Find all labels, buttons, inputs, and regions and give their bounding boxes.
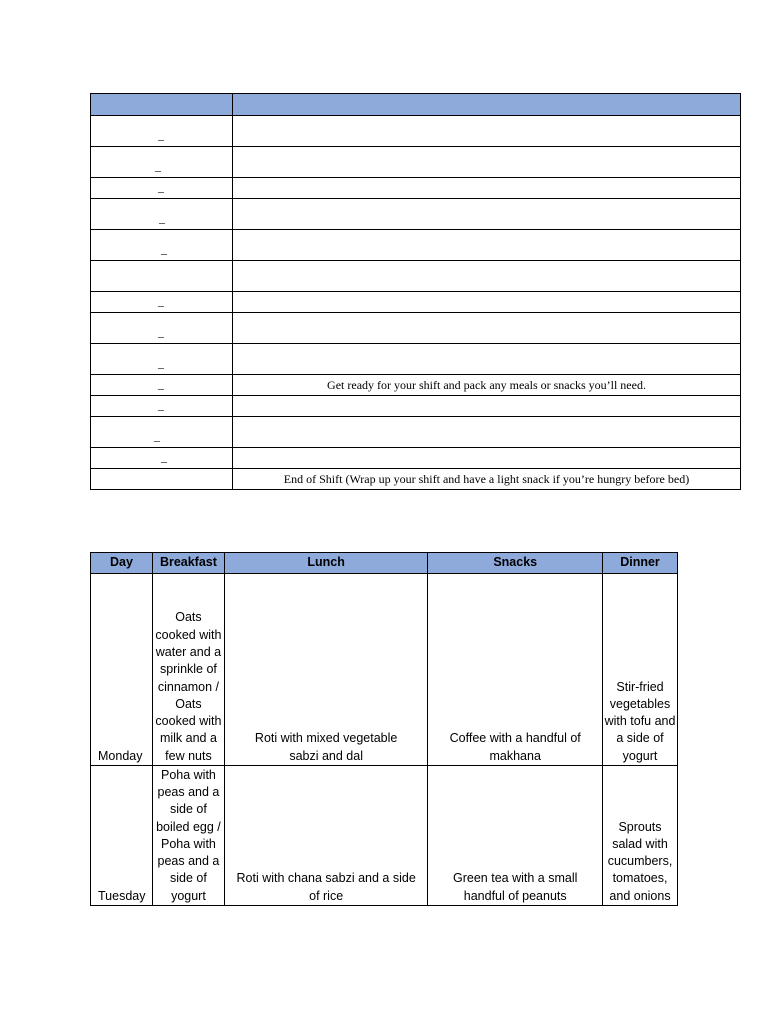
time-range: – (158, 298, 164, 312)
schedule-time-cell (91, 199, 233, 230)
schedule-row (91, 230, 741, 261)
schedule-time-cell (91, 116, 233, 147)
time-range: – (155, 163, 161, 177)
meal-row-monday (91, 574, 678, 766)
dinner-cell: Stir-fried vegetables with tofu and a side of yogurt (603, 574, 678, 766)
schedule-row (91, 313, 741, 344)
schedule-row (91, 469, 741, 490)
breakfast-cell: Oats cooked with water and a sprinkle of cinnamon / Oats cooked with milk and a few nuts (152, 574, 224, 766)
shift-schedule-table (90, 93, 741, 490)
schedule-row (91, 261, 741, 292)
time-range: – (161, 454, 167, 468)
schedule-activity-cell (233, 448, 741, 469)
schedule-activity-cell: End of Shift (Wrap up your shift and have a light snack if you’re hungry before bed) (233, 469, 741, 490)
schedule-time-cell (91, 292, 233, 313)
header-dinner: Dinner (603, 553, 678, 574)
schedule-time-cell (91, 448, 233, 469)
time-range: – (158, 360, 164, 374)
schedule-activity-cell (233, 313, 741, 344)
schedule-row (91, 375, 741, 396)
schedule-time-cell (91, 261, 233, 292)
schedule-row (91, 199, 741, 230)
day-cell: Monday (91, 574, 153, 766)
schedule-activity-cell (233, 417, 741, 448)
dinner-cell: Sprouts salad with cucumbers, tomatoes, and onions (603, 766, 678, 906)
schedule-header-row (91, 94, 741, 116)
time-range: – (161, 246, 167, 260)
schedule-activity-cell (233, 396, 741, 417)
lunch-cell: Roti with mixed vegetable sabzi and dal (224, 574, 427, 766)
snacks-cell: Coffee with a handful of makhana (428, 574, 603, 766)
schedule-activity-cell (233, 261, 741, 292)
schedule-row (91, 147, 741, 178)
schedule-activity-cell (233, 178, 741, 199)
time-range: – (158, 329, 164, 343)
time-range: – (158, 402, 164, 416)
day-cell: Tuesday (91, 766, 153, 906)
schedule-header-time (91, 94, 233, 116)
schedule-time-cell (91, 147, 233, 178)
schedule-row (91, 178, 741, 199)
schedule-row (91, 116, 741, 147)
header-breakfast: Breakfast (152, 553, 224, 574)
lunch-cell: Roti with chana sabzi and a side of rice (224, 766, 427, 906)
meal-row-tuesday (91, 766, 678, 906)
schedule-activity-cell (233, 116, 741, 147)
header-day: Day (91, 553, 153, 574)
schedule-time-cell (91, 469, 233, 490)
schedule-time-cell (91, 230, 233, 261)
schedule-time-cell (91, 313, 233, 344)
schedule-activity-cell (233, 344, 741, 375)
schedule-activity-cell (233, 230, 741, 261)
schedule-row (91, 417, 741, 448)
schedule-time-cell (91, 178, 233, 199)
schedule-time-cell (91, 375, 233, 396)
header-lunch: Lunch (224, 553, 427, 574)
schedule-time-cell (91, 396, 233, 417)
schedule-row (91, 344, 741, 375)
schedule-row (91, 292, 741, 313)
meal-plan-table (90, 552, 678, 906)
time-range: – (158, 184, 164, 198)
schedule-row (91, 396, 741, 417)
time-range: – (158, 381, 164, 395)
schedule-header-activity (233, 94, 741, 116)
breakfast-cell: Poha with peas and a side of boiled egg / Poha with peas and a side of yogurt (152, 766, 224, 906)
schedule-activity-cell (233, 147, 741, 178)
header-snacks: Snacks (428, 553, 603, 574)
snacks-cell: Green tea with a small handful of peanuts (428, 766, 603, 906)
schedule-activity-cell (233, 199, 741, 230)
time-range: – (154, 433, 160, 447)
time-range: – (158, 132, 164, 146)
schedule-activity-cell: Get ready for your shift and pack any meals or snacks you’ll need. (233, 375, 741, 396)
schedule-time-cell (91, 417, 233, 448)
schedule-activity-cell (233, 292, 741, 313)
meal-header-row (91, 553, 678, 574)
schedule-time-cell (91, 344, 233, 375)
schedule-row (91, 448, 741, 469)
time-range: – (159, 215, 165, 229)
